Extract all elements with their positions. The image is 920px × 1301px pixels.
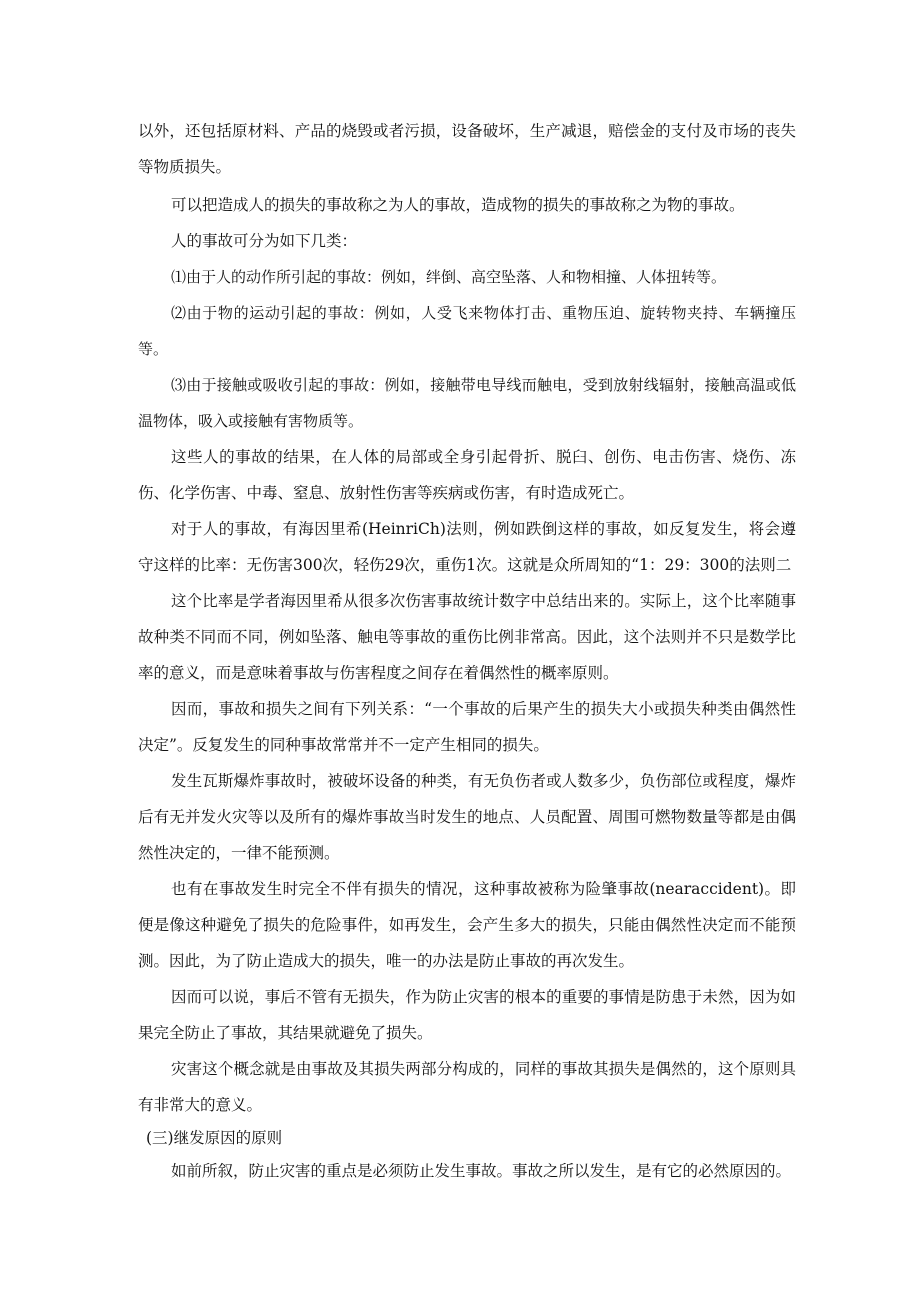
list-item: ⑴由于人的动作所引起的事故：例如，绊倒、高空坠落、人和物相撞、人体扭转等。 xyxy=(171,268,727,286)
paragraph: 因而，事故和损失之间有下列关系：“一个事故的后果产生的损失大小或损失种类由偶然性决定”。反复发生的同种事故常常并不一定产生相同的损失。 xyxy=(138,700,796,754)
paragraph: 发生瓦斯爆炸事故时，被破坏设备的种类，有无负伤者或人数多少，负伤部位或程度，爆炸后有无并发火灾等以及所有的爆炸事故当时发生的地点、人员配置、周围可燃物数量等都是由偶然性决定的，一律不能预测。 xyxy=(138,772,796,862)
section-heading: (三)继发原因的原则 xyxy=(146,1129,283,1147)
paragraph-continuation: 以外，还包括原材料、产品的烧毁或者污损，设备破坏，生产减退，赔偿金的支付及市场的丧失等物质损失。 xyxy=(138,122,796,176)
paragraph: 如前所叙，防止灾害的重点是必须防止发生事故。事故之所以发生，是有它的必然原因的。 xyxy=(171,1162,792,1180)
paragraph: 因而可以说，事后不管有无损失，作为防止灾害的根本的重要的事情是防患于未然，因为如果完全防止了事故，其结果就避免了损失。 xyxy=(138,988,796,1042)
list-item: ⑶由于接触或吸收引起的事故：例如，接触带电导线而触电，受到放射线辐射，接触高温或低温物体，吸入或接触有害物质等。 xyxy=(138,376,796,430)
paragraph: 人的事故可分为如下几类： xyxy=(171,232,358,250)
paragraph: 也有在事故发生时完全不伴有损失的情况，这种事故被称为险肇事故(nearaccident)。即便是像这种避免了损失的危险事件，如再发生，会产生多大的损失，只能由偶然性决定而不能预测。因此，为了防止造成大的损失，唯一的办法是防止事故的再次发生。 xyxy=(138,880,796,970)
paragraph: 这些人的事故的结果，在人体的局部或全身引起骨折、脱臼、创伤、电击伤害、烧伤、冻伤、化学伤害、中毒、窒息、放射性伤害等疾病或伤害，有时造成死亡。 xyxy=(138,448,796,502)
document-body xyxy=(138,113,796,1189)
paragraph: 对于人的事故，有海因里希(HeinriCh)法则，例如跌倒这样的事故，如反复发生，将会遵守这样的比率：无伤害300次，轻伤29次，重伤1次。这就是众所周知的“1：29：300的法则二 xyxy=(138,520,796,574)
paragraph: 灾害这个概念就是由事故及其损失两部分构成的，同样的事故其损失是偶然的，这个原则具有非常大的意义。 xyxy=(138,1060,796,1114)
paragraph: 可以把造成人的损失的事故称之为人的事故，造成物的损失的事故称之为物的事故。 xyxy=(171,196,745,214)
list-item: ⑵由于物的运动引起的事故：例如，人受飞来物体打击、重物压迫、旋转物夹持、车辆撞压等。 xyxy=(138,304,796,358)
paragraph: 这个比率是学者海因里希从很多次伤害事故统计数字中总结出来的。实际上，这个比率随事故种类不同而不同，例如坠落、触电等事故的重伤比例非常高。因此，这个法则并不只是数学比率的意义，而是意味着事故与伤害程度之间存在着偶然性的概率原则。 xyxy=(138,592,796,682)
